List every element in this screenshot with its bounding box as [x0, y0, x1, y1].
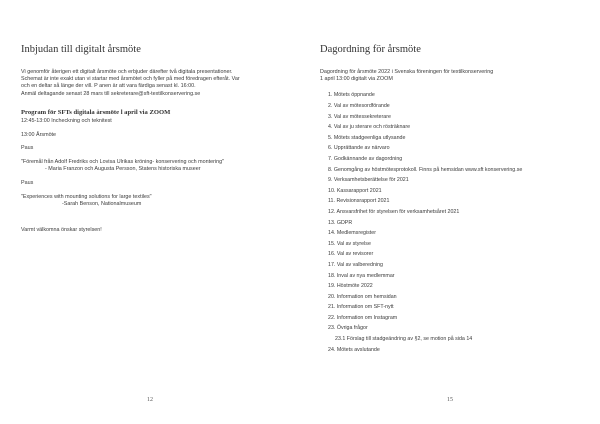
agenda-item: 10. Kassarapport 2021 — [328, 187, 382, 194]
agenda-item: 6. Upprättande av närvaro — [328, 145, 390, 152]
invitation-intro — [21, 69, 274, 98]
agenda-item: 13. GDPR — [328, 219, 353, 226]
talk2-title: "Experiences with mounting solutions for large textiles" — [21, 193, 152, 200]
agenda-item: 18. Inval av nya medlemmar — [328, 272, 395, 279]
agenda-item: 21. Information om SFT-nytt — [328, 304, 394, 311]
agenda-item: 14. Medlemsregister — [328, 230, 376, 237]
pause-label: Paus — [21, 179, 34, 186]
intro-line: Anmäl deltagande senast 28 mars till sekreterare@sft-textilkonservering.se — [21, 90, 201, 97]
agenda-item: 20. Information om hemsidan — [328, 293, 397, 300]
agenda-item: 16. Val av revisorer — [328, 251, 374, 258]
agenda-list — [320, 90, 580, 355]
talk2-speaker: -Sarah Benson, Nationalmuseum — [62, 200, 142, 207]
closing-greeting: Varmt välkomna önskar styrelsen! — [21, 226, 102, 233]
agenda-item: 17. Val av valberedning — [328, 261, 383, 268]
agenda-item: 22. Information om Instagram — [328, 314, 398, 321]
intro-line: och en deltar så länge der vill. P anen är att vara färdiga senast kl. 16:00. — [21, 83, 196, 90]
agenda-item: 24. Mötets avslutande — [328, 346, 380, 353]
invitation-title: Inbjudan till digitalt årsmöte — [21, 44, 141, 55]
agenda-item: 12. Ansvarsfrihet för styrelsen för verksamhetsåret 2021 — [328, 208, 460, 215]
agenda-item: 19. Höstmöte 2022 — [328, 283, 373, 290]
checkin-time: 12:45-13:00 Incheckning och teknitest — [21, 117, 112, 124]
program-heading: Program för SFTs digitala årsmöte l april via ZOOM — [21, 108, 171, 116]
agenda-intro — [320, 69, 580, 83]
page-number: 12 — [147, 397, 153, 403]
agenda-subitem: 23.1 Förslag till stadgeändring av §2, se motion på sida 14 — [335, 336, 473, 343]
agenda-item: 7. Godkännande av dagordning — [328, 155, 403, 162]
agenda-item: 15. Val av styrelse — [328, 240, 371, 247]
agenda-item: 2. Val av mötesordförande — [328, 103, 390, 109]
agenda-item: 23. Övriga frågor — [328, 325, 368, 332]
talk1-title: "Föremål från Adolf Fredriks och Lovisa Ulrikas kröning- konservering och montering" — [21, 158, 225, 165]
pause-label: Paus — [21, 145, 34, 152]
agenda-item: 8. Genomgång av höstmötesprotokoll. Finns på hemsidan www.sft konservering.se — [328, 166, 523, 173]
agenda-intro-line: 1 april 13:00 digitalt via ZOOM — [320, 76, 393, 83]
agenda-item: 9. Verksamhetsberättelse för 2021 — [328, 177, 409, 184]
meeting-time: 13:00 Årsmöte — [21, 131, 57, 138]
agenda-item: 3. Val av mötessekreterare — [328, 113, 391, 120]
agenda-item: 11. Revisionsrapport 2021 — [328, 198, 390, 205]
intro-line: Schemat är inte exakt utan vi startar med årsmötet och fyller på med föredragen efteråt. Var — [21, 76, 240, 83]
agenda-item: 4. Val av ju sterare och rösträknare — [328, 124, 411, 131]
intro-line: Vi genomför återigen ett digitalt årsmöte och erbjuder därefter två digitala presentationer. — [21, 69, 233, 75]
agenda-intro-line: Dagordning för årsmöte 2022 i Svenska föreningen för textilkonservering — [320, 69, 494, 75]
agenda-item: 5. Mötets stadgeenliga utlysande — [328, 134, 406, 141]
page-number: 15 — [447, 397, 453, 403]
agenda-title: Dagordning för årsmöte — [320, 44, 421, 55]
agenda-item: 1. Mötets öppnande — [328, 92, 375, 99]
right-page — [300, 0, 600, 424]
talk1-speakers: - Maria Franzon och Augusta Persson, Statens historiska museer — [45, 166, 201, 173]
